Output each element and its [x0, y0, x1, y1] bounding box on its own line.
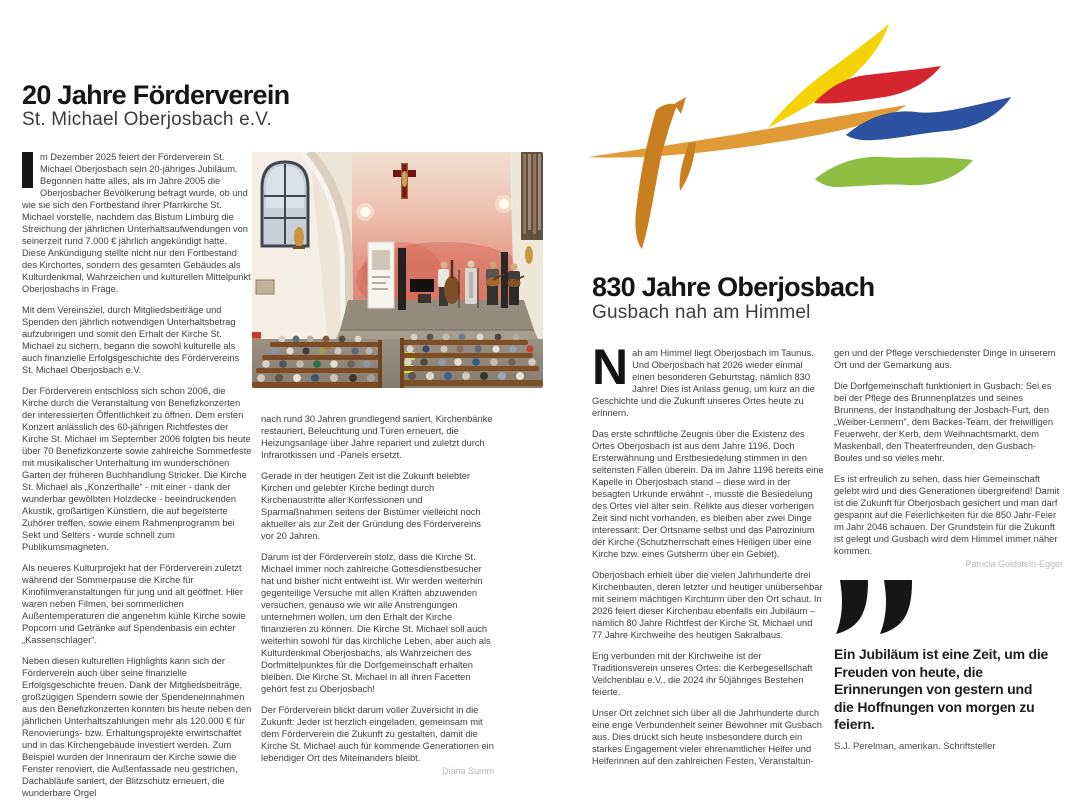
paragraph: Es ist erfreulich zu sehen, dass hier Gemeinschaft gelebt wird und dies Generationen übergreifend! Damit ist die Zukunft für Oberjosbach gesichert und man darf gespannt auf die Feierlichkeiten für die 850 Jahr-Feier im Jahr 2046 schauen. Der Grundstein für die Zukunft ist gelegt und Gusbach wird dem Himmel immer näher kommen. [834, 474, 1060, 556]
paragraph: Mit dem Vereinsziel, durch Mitgliedsbeiträge und Spenden den jährlich notwendigen Unterhaltsbetrag aufzubringen und somit den Erhalt der Kirche St. Michael zu sichern, begann die sowohl kulturelle als auch finanzielle Erfolgsgeschichte des Fördervereins St. Michael Oberjosbach e.V. [22, 305, 240, 375]
dropcap-n: N [592, 339, 627, 395]
paragraph: Gerade in der heutigen Zeit ist die Zukunft belebter Kirchen und gelebter Kirche bedingt durch Kirchenaustritte aller Konfessionen und Sparmaßnahmen seitens der Bistümer vielleicht noch aktueller als zur Zeit der Gründung des Fördervereins vor 20 Jahren. [261, 471, 481, 541]
right-article-column-2 [834, 347, 1063, 570]
paragraph: Oberjosbach erhielt über die vielen Jahrhunderte drei Kirchenbauten, deren letzter und heutiger unübersehbar mit seinem mächtigen Kirchturm über den Ort schaut. In 2026 feiert dieser Kirchenbau ebenfalls ein Jubiläum – nämlich 80 Jahre Richtfest der Kirche St. Michael und 77 Jahre Kirchweihe des heutigen Sakralbaus. [592, 570, 823, 640]
statue-right [525, 246, 533, 264]
paragraph: Nah am Himmel liegt Oberjosbach im Taunus. Und Oberjosbach hat 2026 wieder einmal einen besonderen Geburtstag, nämlich 830 Jahre! Dies ist Anlass genug, um kurz an die Geschichte und die Zukunft unseres Ortes heute zu erinnern. [592, 339, 815, 418]
logo-stroke-orange-tail [635, 104, 677, 249]
wall-frame [256, 280, 274, 294]
speaker [398, 248, 406, 310]
church-concert-photo [252, 152, 543, 388]
paragraph: Das erste schriftliche Zeugnis über die Existenz des Ortes Oberjosbach ist aus dem Jahre 1196. Doch Ersterwähnung und Erstbesiedelung stimmen in den seltensten Fällen überein. Da im Jahre 1196 bereits eine Kapelle in Oberjosbach stand – diese wird in der besagten Urkunde erwähnt -, musste die Besiedelung des Ortes viel älter sein. Relikte aus dieser vorherigen Zeit sind nicht vorhanden, es bleiben aber zwei Dinge interessant: Der Ortsname selbst und das Patrozinium der Kirche (Schutzherrschaft eines Heiligen über eine Kirche bzw. eines Gutsherrn über ein Gebiet). [592, 429, 824, 559]
paragraph: Unser Ort zeichnet sich über all die Jahrhunderte durch eine enge Verbundenheit seiner Bewohner mit Gusbach aus. Dies drückt sich heute insbesondere durch ein starkes Engagement vieler ehrenamtlicher Helfer und Helferinnen auf den zahlreichen Festen, Veranstaltun- [592, 708, 822, 766]
quote-text: Ein Jubiläum ist eine Zeit, um die Freuden von heute, die Erinnerungen von gestern und die Hoffnungen von morgen zu feiern. [834, 646, 1049, 732]
paragraph: nach rund 30 Jahren grundlegend saniert, Kirchenbänke restauriert, Beleuchtung und Türen erneuert, die Heizungsanlage über Jahre repariert und zuletzt durch Infrarotkissen und -Panels ersetzt. [261, 414, 493, 460]
speaker [501, 252, 508, 308]
dropcap-i [22, 152, 33, 188]
organ-pipes [521, 152, 543, 240]
paragraph: gen und der Pflege verschiedenster Dinge in unserem Ort und der Gemarkung aus. [834, 348, 1056, 370]
logo-stroke-green [815, 157, 973, 187]
watercolor-bird-logo [578, 10, 1038, 256]
author-byline: Diana Summ [442, 766, 494, 776]
author-byline: Patricia Goldstein-Egger [965, 559, 1063, 569]
paragraph: Der Förderverein entschloss sich schon 2006, die Kirche durch die Veranstaltung von Benefizkonzerten der interessierten Öffentlichkeit zu öffnen. Dem ersten Konzert anlässlich des 60-jährigen Richtfestes der Kirche St. Michael im September 2006 folgten bis heute über 70 Benefizkonzerte sowie zahlreiche Sommerfeste mit musikalischer Unterhaltung im wunderschönen Garten der früheren Buchhandlung Stricker. Die Kirche St. Michael als „Konzerthalle“ - mit einer - dank der wunderbar gewölbten Holzdecke - beeindruckenden Akustik, großartigen Künstlern, die auf begeisterte Zuhörer treffen, sowie einem Rahmenprogramm bei Sekt und Selters - wurde schnell zum Publikumsmagneten. [22, 386, 252, 552]
left-article-column-1 [22, 151, 252, 801]
left-article-title: 20 Jahre Förderverein [22, 80, 290, 110]
left-article-column-2 [261, 413, 494, 777]
rollup-banner [368, 242, 394, 308]
paragraph: Darum ist der Förderverein stolz, dass die Kirche St. Michael immer noch zahlreiche Gottesdienstbesucher hat und bisher nicht entweiht ist. Wir werden weiterhin gegenteilige Versuche mit allen Kräften abzuwenden versuchen, genauso wie wir alle Anstrengungen unternehmen wollen, um den Erhalt der Kirche finanzieren zu können. Die Kirche St. Michael soll auch weiterhin sowohl für das kirchliche Leben, aber auch als Kulturdenkmal Oberjosbachs, als Wahrzeichen des Dorfmittelpunktes für die Dorfgemeinschaft erhalten bleiben. Die Kirche St. Michael in all ihren Facetten gehört fest zu Oberjosbach! [261, 552, 491, 694]
paragraph: Die Dorfgemeinschaft funktioniert in Gusbach: Sei es bei der Pflege des Brunnenplatzes und seines Brunnens, der Instandhaltung der Josbach-Furt, den „Weiber-Lennern“, dem Backes-Team, der freiwilligen Feuerwehr, der Kerb, dem Weihnachtsmarkt, dem Maskenball, den Theaterfreunden, den Gusbach-Boules und so vieles mehr. [834, 381, 1054, 463]
right-article-subtitle: Gusbach nah am Himmel [592, 302, 811, 323]
right-article-column-1 [592, 339, 824, 769]
church-interior-illustration [252, 152, 543, 388]
paragraph: Als neueres Kulturprojekt hat der Förderverein zuletzt während der Sommerpause die Kirche für Kinofilmveranstaltungen für jung und alt geöffnet. Hier waren neben Filmen, bei sommerlichen Außentemperaturen die angenehm kühle Kirche sowie Popcorn und Getränke auf Spendenbasis ein echter „Kassenschlager“. [22, 563, 246, 645]
quote-attribution: S.J. Perelman, amerikan. Schriftsteller [834, 740, 996, 752]
pull-quote [834, 580, 1066, 752]
quotation-marks-icon [834, 580, 914, 634]
paragraph: Eng verbunden mit der Kirchweihe ist der Traditionsverein unseres Ortes: die Kerbegesellschaft Veilchenblau e.V., die 2024 ihr 50jähriges Bestehen feierte. [592, 651, 813, 697]
piano [410, 279, 434, 292]
left-article-subtitle: St. Michael Oberjosbach e.V. [22, 109, 272, 130]
right-article-title: 830 Jahre Oberjosbach [592, 272, 875, 302]
paragraph: Neben diesen kulturellen Highlights kann sich der Förderverein auch über seine finanzielle Erfolgsgeschichte freuen. Dank der Mitgliedsbeiträge, großzügigen Spendern sowie der Spendeneinnahmen aus den Benefizkonzerten konnten bis heute neben den jährlichen Unterhaltszahlungen mehr als 120.000 € für Renovierungs- bzw. Erhaltungsprojekte erwirtschaftet und in das Kirchengebäude investiert werden. Zum Beispiel wurden der Innenraum der Kirche sowie die Fenster renoviert, die Außenfassade neu gestrichen, Dachabläufe saniert, der Blitzschutz erneuert, die wunderbare Orgel [22, 656, 252, 798]
paragraph: m Dezember 2025 feiert der Förderverein St. Michael Oberjosbach sein 20-jähriges Jubiläum. Begonnen hatte alles, als im Jahre 2005 die Oberjosbacher Bevölkerung befragt wurde, ob und wie sie sich den Fortbestand ihrer Pfarrkirche St. Michael vorstelle, nachdem das Bistum Limburg die Streichung der jährlichen Unterhaltsaufwendungen von seinerzeit rund 7.000 € jährlich angekündigt hatte. Diese Ankündigung stellte nicht nur den Fortbestand des Kirchortes, sondern des gesamten Gebäudes als Kulturdenkmal, Wahrzeichen und kulturellen Mittelpunkt Oberjosbachs in Frage. [22, 152, 251, 294]
logo-stroke-orange-notch [674, 97, 686, 114]
paragraph: Der Förderverein blickt darum voller Zuversicht in die Zukunft: Jeder ist herzlich eingeladen, gemeinsam mit dem Förderverein die Zukunft zu gestalten, damit die Kirche St. Michael auch für kommende Generationen ein lebendiger Ort des Miteinanders bleibt. [261, 705, 494, 763]
